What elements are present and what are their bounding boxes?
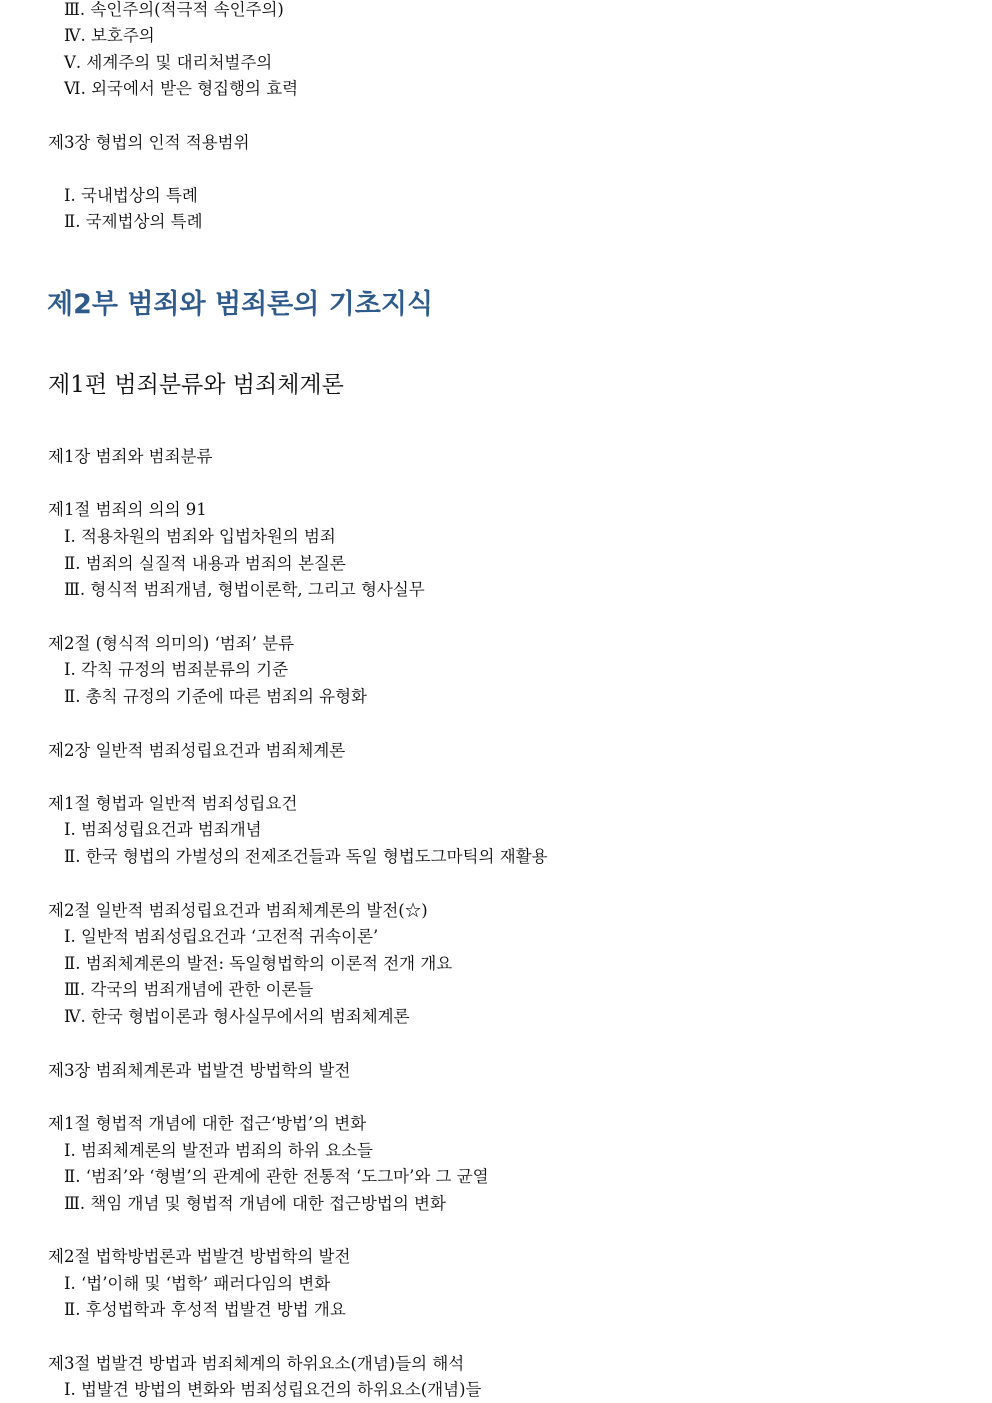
chapter-heading: 제2장 일반적 범죄성립요건과 범죄체계론 <box>48 741 346 760</box>
section-heading: 제1절 범죄의 의의 91 <box>48 500 207 519</box>
toc-item: Ⅱ. 총칙 규정의 기준에 따른 범죄의 유형화 <box>64 687 367 706</box>
toc-item: Ⅱ. ‘범죄’와 ‘형벌’의 관계에 관한 전통적 ‘도그마’와 그 균열 <box>64 1167 489 1186</box>
toc-item: Ⅰ. ‘법’이해 및 ‘법학’ 패러다임의 변화 <box>64 1274 331 1293</box>
toc-item: Ⅱ. 국제법상의 특례 <box>64 212 203 231</box>
toc-item: Ⅲ. 속인주의(적극적 속인주의) <box>64 0 284 19</box>
section-heading: 제2절 (형식적 의미의) ‘범죄’ 분류 <box>48 634 295 653</box>
section-heading: 제2절 법학방법론과 법발견 방법학의 발전 <box>48 1247 351 1266</box>
toc-item: Ⅰ. 국내법상의 특례 <box>64 186 198 205</box>
toc-item: Ⅲ. 형식적 범죄개념, 형법이론학, 그리고 형사실무 <box>64 580 425 599</box>
toc-item: Ⅱ. 범죄의 실질적 내용과 범죄의 본질론 <box>64 554 346 573</box>
part-heading: 제2부 범죄와 범죄론의 기초지식 <box>47 289 434 320</box>
chapter-heading: 제1장 범죄와 범죄분류 <box>48 447 213 466</box>
toc-item: Ⅰ. 적용차원의 범죄와 입법차원의 범죄 <box>64 527 336 546</box>
section-heading: 제1절 형법과 일반적 범죄성립요건 <box>48 794 298 813</box>
toc-item: Ⅵ. 외국에서 받은 형집행의 효력 <box>64 79 299 98</box>
toc-item: Ⅱ. 한국 형법의 가벌성의 전제조건들과 독일 형법도그마틱의 재활용 <box>64 847 548 866</box>
toc-item: Ⅱ. 범죄체계론의 발전: 독일형법학의 이론적 전개 개요 <box>64 954 453 973</box>
toc-item: Ⅳ. 보호주의 <box>64 26 155 45</box>
toc-item: Ⅱ. 후성법학과 후성적 법발견 방법 개요 <box>64 1300 346 1319</box>
chapter-heading: 제3장 형법의 인적 적용범위 <box>48 133 250 152</box>
section-heading: 제1절 형법적 개념에 대한 접근‘방법’의 변화 <box>48 1114 367 1133</box>
toc-item: Ⅲ. 책임 개념 및 형법적 개념에 대한 접근방법의 변화 <box>64 1194 446 1213</box>
toc-item: Ⅰ. 범죄성립요건과 범죄개념 <box>64 820 262 839</box>
chapter-heading: 제3장 범죄체계론과 법발견 방법학의 발전 <box>48 1061 351 1080</box>
section-heading: 제2절 일반적 범죄성립요건과 범죄체계론의 발전(☆) <box>48 901 428 920</box>
toc-item: Ⅰ. 법발견 방법의 변화와 범죄성립요건의 하위요소(개념)들 <box>64 1380 482 1399</box>
toc-item: Ⅰ. 일반적 범죄성립요건과 ‘고전적 귀속이론’ <box>64 927 379 946</box>
toc-item: Ⅰ. 각칙 규정의 범죄분류의 기준 <box>64 660 289 679</box>
toc-item: Ⅰ. 범죄체계론의 발전과 범죄의 하위 요소들 <box>64 1141 373 1160</box>
toc-item: Ⅴ. 세계주의 및 대리처벌주의 <box>64 53 273 72</box>
toc-item: Ⅲ. 각국의 범죄개념에 관한 이론들 <box>64 980 314 999</box>
volume-heading: 제1편 범죄분류와 범죄체계론 <box>48 372 344 398</box>
toc-item: Ⅳ. 한국 형법이론과 형사실무에서의 범죄체계론 <box>64 1007 410 1026</box>
section-heading: 제3절 법발견 방법과 범죄체계의 하위요소(개념)들의 해석 <box>48 1354 465 1373</box>
